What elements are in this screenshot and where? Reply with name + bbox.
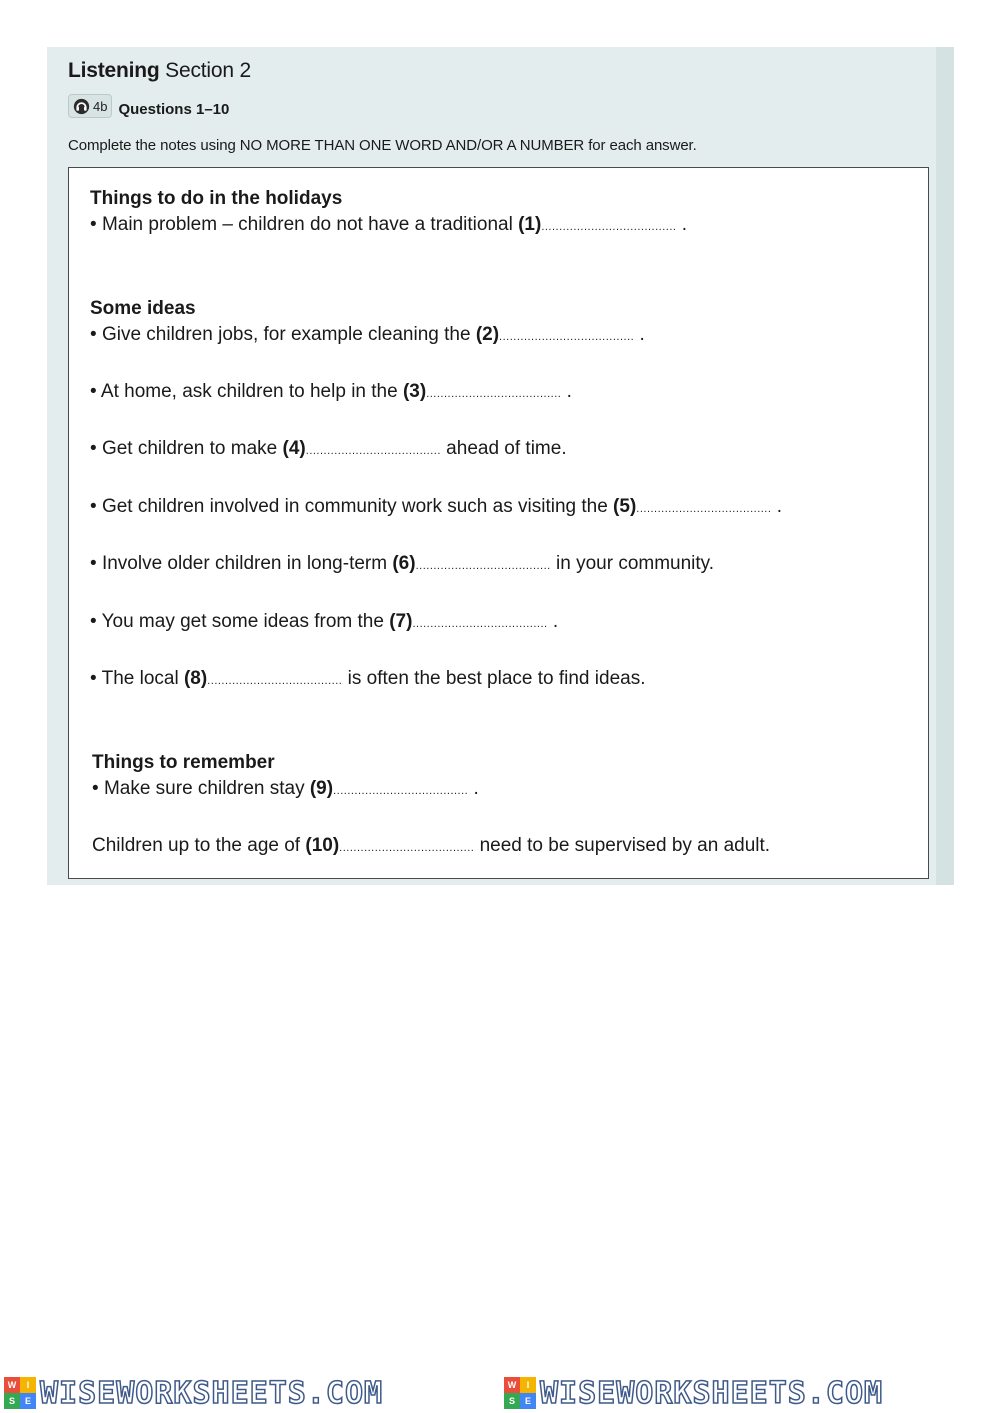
answer-blank-9[interactable]: ...................................... bbox=[333, 785, 469, 797]
note-line-1: • Main problem – children do not have a traditional (1)...................................... . bbox=[90, 214, 688, 235]
note-line-9: • Make sure children stay (9)...................................... . bbox=[92, 778, 479, 799]
audio-track-label: 4b bbox=[93, 98, 108, 114]
note-line-5: • Get children involved in community work such as visiting the (5)...................................... . bbox=[90, 496, 782, 517]
section-heading: Things to remember bbox=[92, 752, 275, 773]
answer-blank-8[interactable]: ...................................... bbox=[207, 675, 343, 687]
answer-blank-3[interactable]: ...................................... bbox=[426, 388, 562, 400]
note-line-10: Children up to the age of (10)...................................... need to be supervised by an adult. bbox=[92, 835, 771, 856]
answer-blank-1[interactable]: ...................................... bbox=[541, 221, 677, 233]
note-line-4: • Get children to make (4)...................................... ahead of time. bbox=[90, 438, 567, 459]
instruction-text: Complete the notes using NO MORE THAN ONE WORD AND/OR A NUMBER for each answer. bbox=[68, 137, 697, 154]
note-line-3: • At home, ask children to help in the (3)...................................... . bbox=[90, 381, 572, 402]
note-line-2: • Give children jobs, for example cleaning the (2)...................................... . bbox=[90, 324, 645, 345]
note-line-7: • You may get some ideas from the (7)...................................... . bbox=[90, 611, 559, 632]
note-line-8: • The local (8)...................................... is often the best place to find ideas. bbox=[90, 668, 646, 689]
questions-label: Questions 1–10 bbox=[118, 100, 230, 118]
answer-blank-5[interactable]: ...................................... bbox=[636, 503, 772, 515]
answer-blank-10[interactable]: ...................................... bbox=[339, 842, 475, 854]
watermark-text: WISEWORKSHEETS.COM bbox=[40, 1375, 384, 1411]
watermark-text: WISEWORKSHEETS.COM bbox=[540, 1375, 884, 1411]
listening-panel bbox=[47, 47, 954, 885]
note-line-6: • Involve older children in long-term (6)...................................... in your community. bbox=[90, 553, 715, 574]
section-title: Listening Section 2 bbox=[68, 59, 251, 82]
section-heading: Some ideas bbox=[90, 298, 196, 319]
answer-blank-2[interactable]: ...................................... bbox=[499, 331, 635, 343]
watermark bbox=[504, 1376, 883, 1410]
answer-blank-7[interactable]: ...................................... bbox=[412, 618, 548, 630]
panel-edge bbox=[936, 47, 954, 885]
section-heading: Things to do in the holidays bbox=[90, 188, 343, 209]
watermark-logo-icon: W I S E bbox=[4, 1377, 36, 1409]
audio-disc-icon bbox=[73, 98, 90, 115]
answer-blank-6[interactable]: ...................................... bbox=[415, 560, 551, 572]
notes-box bbox=[68, 167, 929, 879]
audio-track-badge[interactable] bbox=[68, 94, 112, 118]
watermark-logo-icon: W I S E bbox=[504, 1377, 536, 1409]
watermark bbox=[4, 1376, 383, 1410]
answer-blank-4[interactable]: ...................................... bbox=[305, 445, 441, 457]
questions-row bbox=[68, 94, 229, 118]
